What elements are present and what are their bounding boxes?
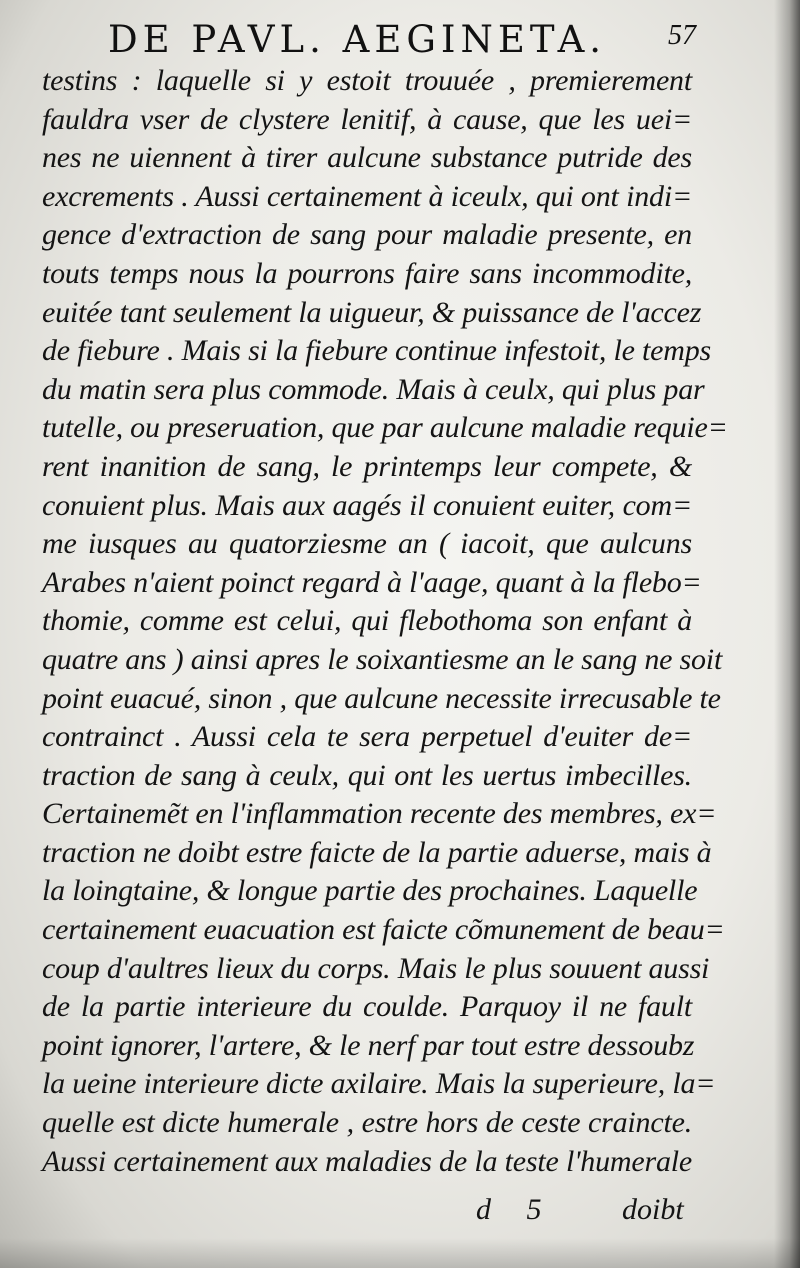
page-number: 57 [668, 20, 696, 51]
text-line: me iusques au quatorziesme an ( iacoit, que aulcuns [42, 527, 692, 561]
text-line: thomie, comme est celui, qui flebothoma son enfant à [42, 604, 692, 638]
text-line: de fiebure . Mais si la fiebure continue infestoit, le temps [42, 334, 711, 368]
body-text [42, 62, 728, 1181]
text-line: traction de sang à ceulx, qui ont les uertus imbecilles. [42, 758, 692, 792]
page-bottom-shadow [0, 1238, 800, 1268]
text-line: la ueine interieure dicte axilaire. Mais la superieure, la= [42, 1067, 716, 1101]
text-line: du matin sera plus commode. Mais à ceulx, qui plus par [42, 372, 705, 406]
text-line: traction ne doibt estre faicte de la partie aduerse, mais à [42, 835, 712, 869]
signature-mark: d 5 [476, 1193, 556, 1226]
text-line: coup d'aultres lieux du corps. Mais le plus souuent aussi [42, 951, 710, 985]
text-line: la loingtaine, & longue partie des prochaines. Laquelle [42, 874, 698, 908]
text-line: quatre ans ) ainsi apres le soixantiesme an le sang ne soit [42, 642, 723, 676]
text-line: contrainct . Aussi cela te sera perpetuel d'euiter de= [42, 720, 692, 754]
text-line: excrements . Aussi certainement à iceulx, qui ont indi= [42, 179, 692, 213]
text-line: testins : laquelle si y estoit trouuée , premierement [42, 64, 692, 97]
text-line: nes ne uiennent à tirer aulcune substance putride des [42, 141, 692, 175]
text-line: quelle est dicte humerale , estre hors de ceste craincte. [42, 1106, 692, 1140]
text-line: Aussi certainement aux maladies de la teste l'humerale [42, 1144, 692, 1178]
text-line: Certainemẽt en l'inflammation recente des membres, ex= [42, 797, 717, 831]
text-line: rent inanition de sang, le printemps leur compete, & [42, 449, 692, 483]
text-line: point ignorer, l'artere, & le nerf par tout estre dessoubz [42, 1028, 695, 1062]
text-line: point euacué, sinon , que aulcune necessite irrecusable te [42, 681, 721, 715]
text-line: fauldra vser de clystere lenitif, à cause, que les uei= [42, 102, 692, 136]
text-line: tutelle, ou preseruation, que par aulcune maladie requie= [42, 411, 728, 445]
text-line: de la partie interieure du coulde. Parquoy il ne fault [42, 990, 692, 1024]
page-edge-shadow [774, 0, 800, 1268]
text-line: gence d'extraction de sang pour maladie presente, en [42, 218, 692, 252]
text-line: touts temps nous la pourrons faire sans incommodite, [42, 256, 692, 290]
text-line: Arabes n'aient poinct regard à l'aage, quant à la flebo= [42, 565, 702, 599]
catchword: doibt [622, 1193, 684, 1226]
text-line: euitée tant seulement la uigueur, & puissance de l'accez [42, 295, 702, 329]
running-head [108, 10, 708, 62]
text-line: conuient plus. Mais aux aagés il conuient euiter, com= [42, 488, 692, 522]
running-title: DE PAVL. AEGINETA. [108, 18, 607, 61]
text-line: certainement euacuation est faicte cõmunement de beau= [42, 913, 725, 947]
